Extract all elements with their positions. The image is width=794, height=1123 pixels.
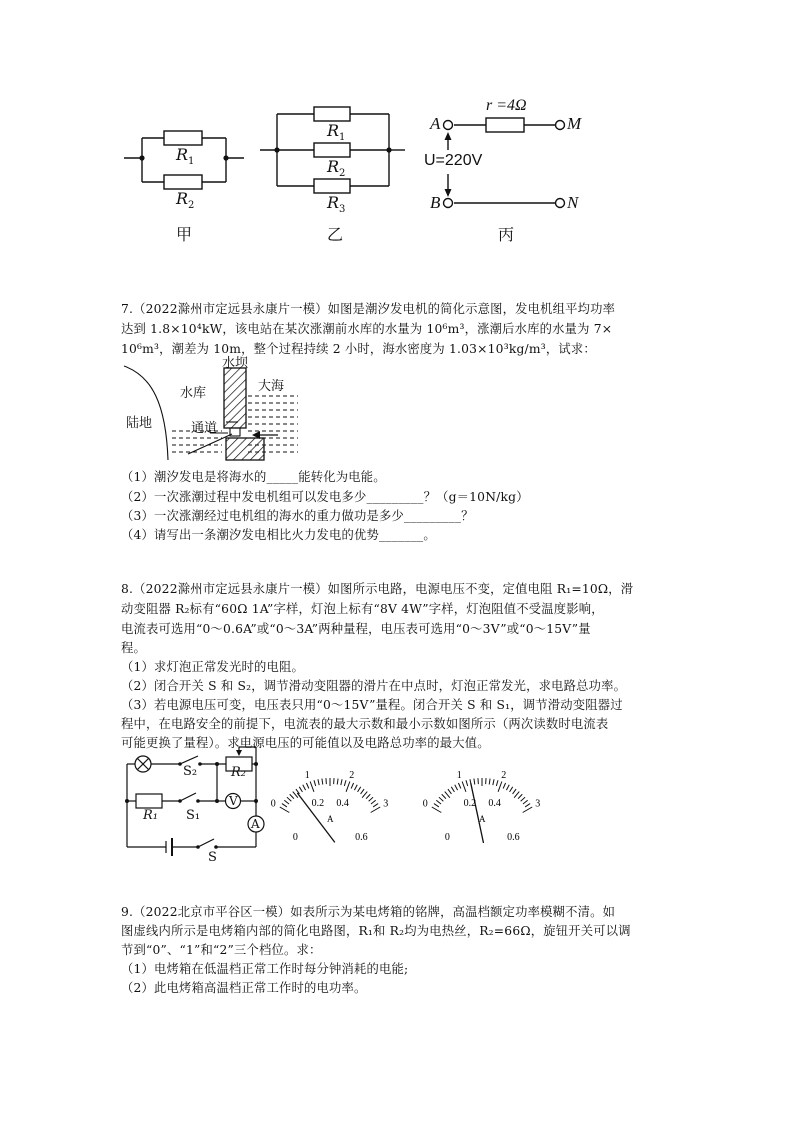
jia-r1-label: $R_1$ xyxy=(176,145,195,168)
q7-sub-1: （1）潮汐发电是将海水的_____能转化为电能。 xyxy=(121,470,386,484)
dial-tick xyxy=(354,785,357,790)
q8-sub-3-line-3: 可能更换了量程）。求电源电压的可能值以及电路总功率的最大值。 xyxy=(121,736,490,750)
dial1-inner-2: 0.4 xyxy=(336,798,349,810)
dial2-inner-0: 0 xyxy=(444,832,450,843)
voltmeter-label: V xyxy=(229,794,238,808)
dial-tick xyxy=(506,785,509,790)
dial-tick xyxy=(287,797,291,801)
yi-r3-label: $R_3$ xyxy=(327,193,346,216)
q8-sub-3-line-1: （3）若电源电压可变，电压表只用“0～15V”量程。闭合开关 S 和 S₁，调节滑动变阻器过 xyxy=(121,698,623,712)
dial-tick xyxy=(346,781,350,791)
sea-label: 大海 xyxy=(258,379,285,394)
dial-tick xyxy=(448,789,452,794)
ammeter-dial-2 xyxy=(414,758,564,843)
dial-tick xyxy=(290,794,294,798)
q9-line-1: 9.（2022北京市平谷区一模）如表所示为某电烤箱的铭牌，高温档额定功率模糊不清。如 xyxy=(121,905,616,919)
dial-tick xyxy=(503,783,505,788)
bing-a-label: A xyxy=(430,114,441,133)
jia-r2-label: $R_2$ xyxy=(176,189,195,212)
dial-tick xyxy=(518,794,522,798)
q7-line-1: 7.（2022滁州市定远县永康片一模）如图是潮汐发电机的简化示意图，发电机组平均功率 xyxy=(121,302,616,316)
dial-tick xyxy=(521,797,525,801)
circuit-s2-label: S₂ xyxy=(183,764,198,779)
dial-tick xyxy=(436,800,441,804)
dial2-outer-2: 2 xyxy=(501,769,507,781)
q8-line-4: 程。 xyxy=(121,641,146,655)
bing-m-label: M xyxy=(567,114,582,133)
dial-tick xyxy=(351,783,353,788)
dial-tick xyxy=(371,807,381,813)
dial-tick xyxy=(439,797,443,801)
bing-r-label: r =4Ω xyxy=(486,97,527,114)
dial-tick xyxy=(362,792,367,798)
dial2-inner-1: 0.2 xyxy=(463,798,477,810)
dial1-outer-3: 3 xyxy=(383,798,389,810)
circuit-s-label: S xyxy=(208,850,217,865)
dial2-outer-0: 0 xyxy=(422,798,428,810)
dial-tick xyxy=(358,787,361,792)
dial-tick xyxy=(344,780,346,786)
dial1-outer-0: 0 xyxy=(270,798,276,810)
dial1-outer-1: 1 xyxy=(304,769,310,781)
dial-tick xyxy=(314,780,316,786)
q9-sub-2: （2）此电烤箱高温档正常工作时的电功率。 xyxy=(121,981,367,995)
dial-tick xyxy=(366,794,370,798)
dial-tick xyxy=(523,807,533,813)
q7-sub-2: （2）一次涨潮过程中发电机组可以发电多少_________？（g＝10N/kg） xyxy=(121,490,529,504)
dial-tick xyxy=(318,779,319,785)
yi-caption: 乙 xyxy=(327,225,344,244)
dial2-inner-2: 0.4 xyxy=(488,798,501,810)
dial-tick xyxy=(525,804,530,807)
dial-tick xyxy=(466,780,468,786)
channel-label: 通道 xyxy=(191,421,218,436)
dial-tick xyxy=(361,789,365,794)
dial-tick xyxy=(523,800,528,804)
q7-line-3: 10⁶m³，潮差为 10m，整个过程持续 2 小时，海水密度为 1.03×10³kg/m³，试求： xyxy=(121,342,596,356)
bing-n-label: N xyxy=(567,193,579,212)
dial1-inner-3: 0.6 xyxy=(355,832,368,843)
q8-line-1: 8.（2022滁州市定远县永康片一模）如图所示电路，电源电压不变，定值电阻 R₁=10Ω，滑 xyxy=(121,582,634,596)
circuit-r1-label: R₁ xyxy=(143,808,158,823)
dial-tick xyxy=(432,807,442,813)
bing-u-label: U=220V xyxy=(424,152,483,169)
dial1-outer-2: 2 xyxy=(349,769,355,781)
q7-sub-3: （3）一次涨潮经过电机组的海水的重力做功是多少_________？ xyxy=(121,509,474,523)
q9-line-3: 节到“0”、“1”和“2”三个档位。求： xyxy=(121,943,322,957)
circuit-r2-label: R₂ xyxy=(231,765,246,780)
land-label: 陆地 xyxy=(126,416,153,431)
q8-line-2: 动变阻器 R₂标有“60Ω 1A”字样，灯泡上标有“8V 4W”字样，灯泡阻值不受温度影响， xyxy=(121,602,604,616)
bing-b-label: B xyxy=(430,193,441,212)
dial-tick xyxy=(458,783,460,788)
q9-line-2: 图虚线内所示是电烤箱内部的简化电路图，R₁和 R₂均为电热丝，R₂=66Ω，旋钮开关可以调 xyxy=(121,924,631,938)
dial-tick xyxy=(337,779,338,785)
dial-tick xyxy=(451,787,454,792)
dial-tick xyxy=(280,807,290,813)
q9-sub-1: （1）电烤箱在低温档正常工作时每分钟消耗的电能; xyxy=(121,962,409,976)
dial-tick xyxy=(474,779,475,785)
dial2-unit: A xyxy=(479,814,486,824)
dial-tick xyxy=(434,804,439,807)
reservoir-label: 水库 xyxy=(180,386,207,401)
dial-tick xyxy=(445,792,450,798)
dial-tick xyxy=(514,792,519,798)
dial-tick xyxy=(299,787,302,792)
dial2-outer-1: 1 xyxy=(456,769,462,781)
dial-tick xyxy=(371,800,376,804)
dial-tick xyxy=(513,789,517,794)
dial2-inner-3: 0.6 xyxy=(507,832,520,843)
dial-tick xyxy=(341,779,342,785)
dial-tick xyxy=(369,797,373,801)
dial-tick xyxy=(489,779,490,785)
circuit-figures-top xyxy=(0,0,794,260)
dial-tick xyxy=(282,804,287,807)
bing-caption: 丙 xyxy=(498,225,515,244)
dial-tick xyxy=(496,780,498,786)
dial1-inner-1: 0.2 xyxy=(311,798,325,810)
tidal-power-diagram xyxy=(118,354,318,464)
dial-tick xyxy=(322,779,323,785)
ammeter-label: A xyxy=(251,817,260,831)
dial-tick xyxy=(373,804,378,807)
circuit-s1-label: S₁ xyxy=(186,808,201,823)
dial1-unit: A xyxy=(327,814,334,824)
dial1-inner-0: 0 xyxy=(292,832,298,843)
dial-tick xyxy=(510,787,513,792)
q8-circuit xyxy=(118,744,278,864)
q7-sub-4: （4）请写出一条潮汐发电相比火力发电的优势_______。 xyxy=(121,528,436,542)
dial-tick xyxy=(498,781,502,791)
ammeter-dial-1 xyxy=(262,758,412,843)
q7-line-2: 达到 1.8×10⁴kW，该电站在某次涨潮前水库的水量为 10⁶m³，涨潮后水库的水量为 7× xyxy=(121,322,613,336)
dial-tick xyxy=(303,785,306,790)
dial-tick xyxy=(455,785,458,790)
dial-tick xyxy=(493,779,494,785)
yi-r1-label: $R_1$ xyxy=(327,121,346,144)
q8-sub-3-line-2: 程中，在电路安全的前提下，电流表的最大示数和最小示数如图所示（两次读数时电流表 xyxy=(121,717,609,731)
dial-tick xyxy=(284,800,289,804)
dial-tick xyxy=(462,781,466,791)
q8-sub-2: （2）闭合开关 S 和 S₂，调节滑动变阻器的滑片在中点时，灯泡正常发光，求电路总功率。 xyxy=(121,679,627,693)
q8-line-3: 电流表可选用“0～0.6A”或“0～3A”两种量程，电压表可选用“0～3V”或“0～15V”量 xyxy=(121,622,591,636)
dial-tick xyxy=(293,792,298,798)
dial-tick xyxy=(310,781,314,791)
dial-tick xyxy=(442,794,446,798)
q8-sub-1: （1）求灯泡正常发光时的电阻。 xyxy=(121,660,304,674)
jia-caption: 甲 xyxy=(176,225,193,244)
dam-label: 水坝 xyxy=(222,356,249,371)
dial-tick xyxy=(306,783,308,788)
yi-r2-label: $R_2$ xyxy=(327,157,346,180)
dial2-outer-3: 3 xyxy=(535,798,541,810)
